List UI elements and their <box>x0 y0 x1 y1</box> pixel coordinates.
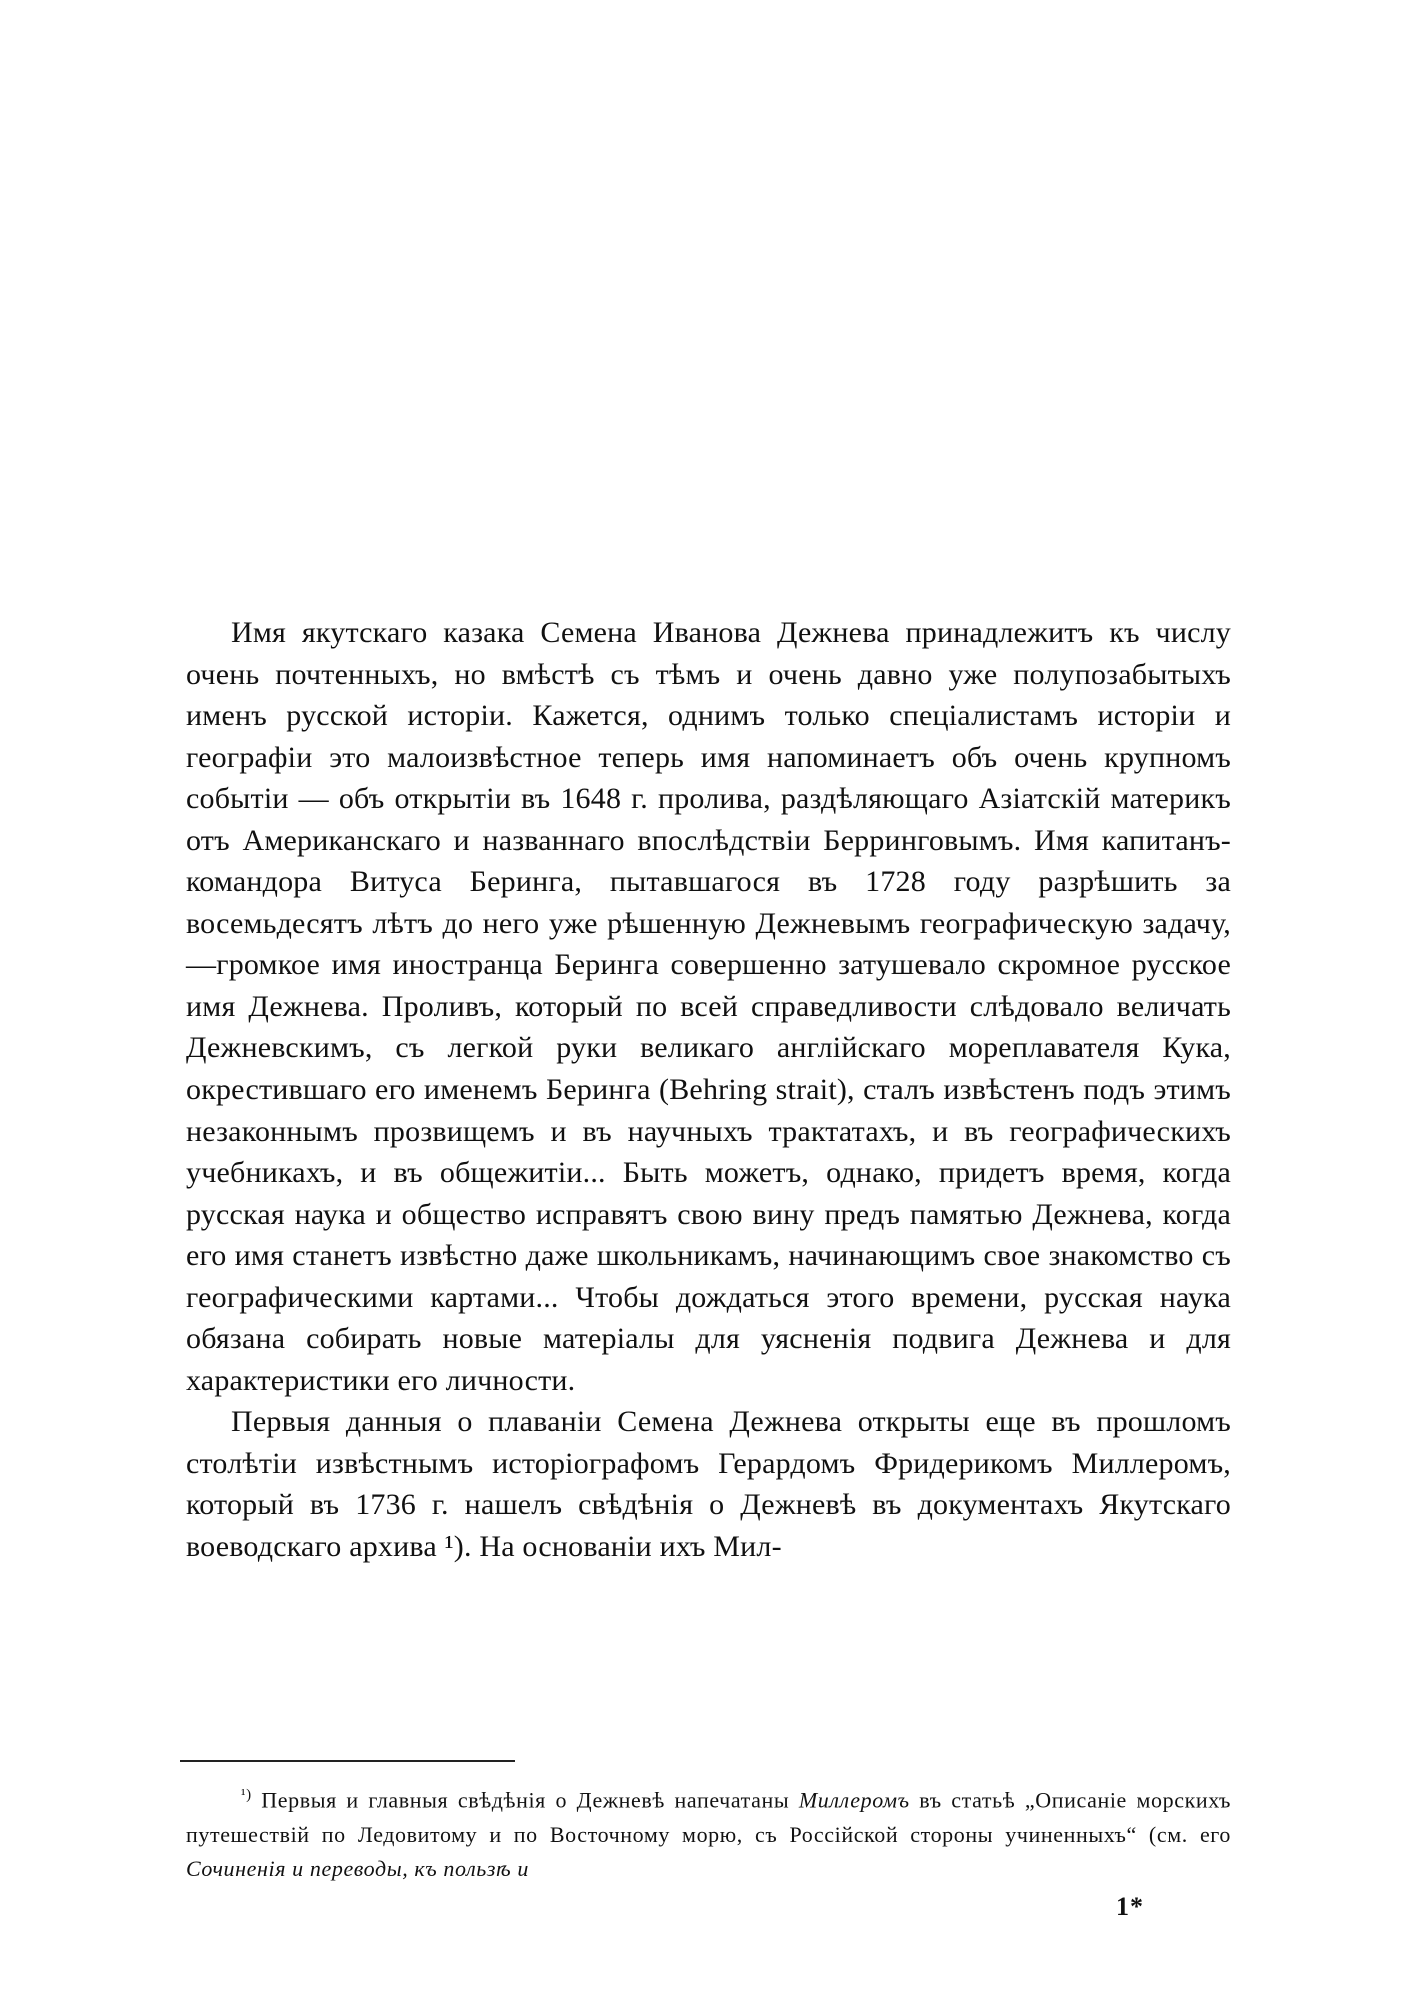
signature-mark: 1* <box>1116 1892 1144 1921</box>
footnote-divider <box>180 1760 515 1762</box>
footnote <box>186 1778 1231 1887</box>
main-text <box>186 612 1231 1568</box>
footnote-author: Миллеромъ <box>798 1787 910 1813</box>
footnote-work-title: Сочиненія и переводы, къ пользѣ и <box>186 1856 530 1882</box>
footnote-text-1: Первыя и главныя свѣдѣнія о Дежневѣ напечатаны <box>261 1787 790 1813</box>
paragraph-1: Имя якутскаго казака Семена Иванова Дежнева принадлежитъ къ числу очень почтенныхъ, но вмѣстѣ съ тѣмъ и очень давно уже полупозабытыхъ именъ русской исторіи. Кажется, однимъ только спеціалистамъ исторіи и географіи это малоизвѣстное теперь имя напоминаетъ объ очень крупномъ событіи — объ открытіи въ 1648 г. пролива, раздѣляющаго Азіатскій материкъ отъ Американскаго и названнаго впослѣдствіи Берринговымъ. Имя капитанъ-командора Витуса Беринга, пытавшагося въ 1728 году разрѣшить за восемьдесятъ лѣтъ до него уже рѣшенную Дежневымъ географическую задачу,—громкое имя иностранца Беринга совершенно затушевало скромное русское имя Дежнева. Проливъ, который по всей справедливости слѣдовало величать Дежневскимъ, съ легкой руки великаго англійскаго мореплавателя Кука, окрестившаго его именемъ Беринга (Behring strait), сталъ извѣстенъ подъ этимъ незаконнымъ прозвищемъ и въ научныхъ трактатахъ, и въ географическихъ учебникахъ, и въ общежитіи... Быть можетъ, однако, придетъ время, когда русская наука и общество исправятъ свою вину предъ памятью Дежнева, когда его имя станетъ извѣстно даже школьникамъ, начинающимъ свое знакомство съ географическими картами... Чтобы дождаться этого времени, русская наука обязана собирать новые матеріалы для уясненія подвига Дежнева и для характеристики его личности. <box>186 616 1231 1397</box>
paragraph-2: Первыя данныя о плаваніи Семена Дежнева открыты еще въ прошломъ столѣтіи извѣстнымъ исторіографомъ Герардомъ Фридерикомъ Миллеромъ, который въ 1736 г. нашелъ свѣдѣнія о Дежневѣ въ документахъ Якутскаго воеводскаго архива ¹). На основаніи ихъ Мил- <box>186 1405 1231 1564</box>
footnote-text-2: въ статьѣ „Описаніе морскихъ путешествій по Ледовитому и по Восточному морю, съ Россійской стороны учиненныхъ“ (см. его <box>186 1787 1231 1847</box>
footnote-marker: ¹) <box>241 1787 252 1803</box>
